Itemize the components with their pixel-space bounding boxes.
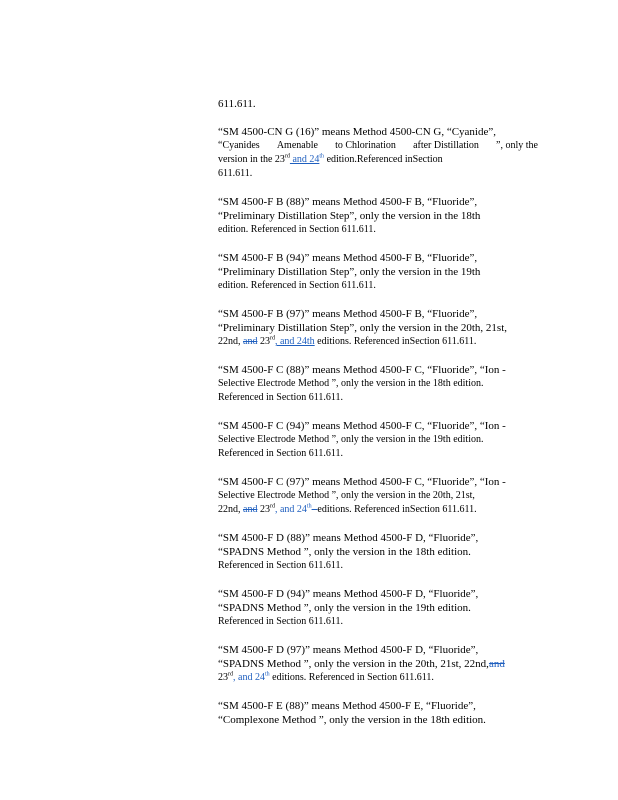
entry-cn-g-16 — [218, 125, 538, 181]
entry-f-c-97 — [218, 475, 538, 517]
text-line: “SPADNS Method ”, only the version in the 19th edition. — [218, 602, 471, 614]
entry-f-c-94 — [218, 419, 538, 461]
text-line: “Preliminary Distillation Step”, only the version in the 19th — [218, 266, 481, 278]
entry-f-c-88 — [218, 363, 538, 405]
text-line: “SPADNS Method ”, only the version in the 18th edition. — [218, 546, 471, 558]
text-line: “SM 4500-F B (94)” means Method 4500-F B, “Fluoride”, — [218, 252, 478, 264]
inserted-text: , and 24 — [274, 504, 307, 515]
text-line: 22nd, and 23rd, and 24th editions. Referenced inSection 611.611. — [218, 335, 477, 347]
deleted-text: and — [243, 336, 258, 347]
text-line: “Preliminary Distillation Step”, only the version in the 18th — [218, 210, 481, 222]
text-line: “SM 4500-F D (94)” means Method 4500-F D, “Fluoride”, — [218, 588, 479, 600]
text-line: “SM 4500-F D (88)” means Method 4500-F D, “Fluoride”, — [218, 532, 479, 544]
deleted-text: and — [243, 504, 258, 515]
text-line: Selective Electrode Method ”, only the version in the 20th, 21st, — [218, 490, 475, 501]
text-line: “SM 4500-F C (88)” means Method 4500-F C, “Fluoride”, “Ion - — [218, 364, 506, 376]
entry-f-e-88 — [218, 699, 538, 727]
deleted-text: and — [488, 658, 505, 670]
text-line: Selective Electrode Method ”, only the version in the 19th edition. — [218, 434, 484, 445]
inserted-text: and 24 — [289, 154, 320, 165]
text-line: “Preliminary Distillation Step”, only the version in the 20th, 21st, — [218, 322, 508, 334]
entry-f-d-94 — [218, 587, 538, 629]
text-line: 611.611. — [218, 168, 253, 179]
document-page — [218, 97, 538, 727]
inserted-text: , and 24 — [233, 672, 265, 683]
text-line: “SM 4500-F E (88)” means Method 4500-F E, “Fluoride”, — [218, 700, 476, 712]
text-line: 611.611. — [218, 98, 256, 110]
text-line: Referenced in Section 611.611. — [218, 448, 344, 459]
text-line: 22nd, and 23rd, and 24th -editions. Referenced inSection 611.611. — [218, 503, 477, 515]
text-line: Referenced in Section 611.611. — [218, 616, 344, 627]
text-line: “SM 4500-F B (88)” means Method 4500-F B, “Fluoride”, — [218, 196, 478, 208]
text-line: “SPADNS Method ”, only the version in the 20th, 21st, 22nd,and — [218, 658, 505, 670]
text-line: “Complexone Method ”, only the version in the 18th edition. — [218, 714, 486, 726]
text-line: edition. Referenced in Section 611.611. — [218, 280, 376, 291]
entry-f-d-97 — [218, 643, 538, 685]
text-line: “SM 4500-F D (97)” means Method 4500-F D, “Fluoride”, — [218, 644, 479, 656]
text-line: edition. Referenced in Section 611.611. — [218, 224, 376, 235]
deleted-text: - — [311, 504, 318, 515]
text-line: Referenced in Section 611.611. — [218, 560, 344, 571]
text-line: “SM 4500-CN G (16)” means Method 4500-CN G, “Cyanide”, — [218, 126, 497, 138]
entry-f-b-88 — [218, 195, 538, 237]
entry-f-d-88 — [218, 531, 538, 573]
text-line: Selective Electrode Method ”, only the version in the 18th edition. — [218, 378, 484, 389]
entry-continuation — [218, 97, 538, 111]
text-line: “SM 4500-F C (94)” means Method 4500-F C, “Fluoride”, “Ion - — [218, 420, 506, 432]
entry-f-b-94 — [218, 251, 538, 293]
text-line: Referenced in Section 611.611. — [218, 392, 344, 403]
entry-f-b-97 — [218, 307, 538, 349]
inserted-text: , and 24th — [274, 336, 315, 347]
text-line: “Cyanides Amenable to Chlorination after Distillation ”, only the — [218, 140, 538, 151]
text-line: “SM 4500-F B (97)” means Method 4500-F B, “Fluoride”, — [218, 308, 478, 320]
text-line: “SM 4500-F C (97)” means Method 4500-F C, “Fluoride”, “Ion - — [218, 476, 506, 488]
text-line: 23rd, and 24th editions. Referenced in Section 611.611. — [218, 671, 434, 683]
text-line: version in the 23rd and 24th edition.Referenced inSection — [218, 153, 443, 165]
